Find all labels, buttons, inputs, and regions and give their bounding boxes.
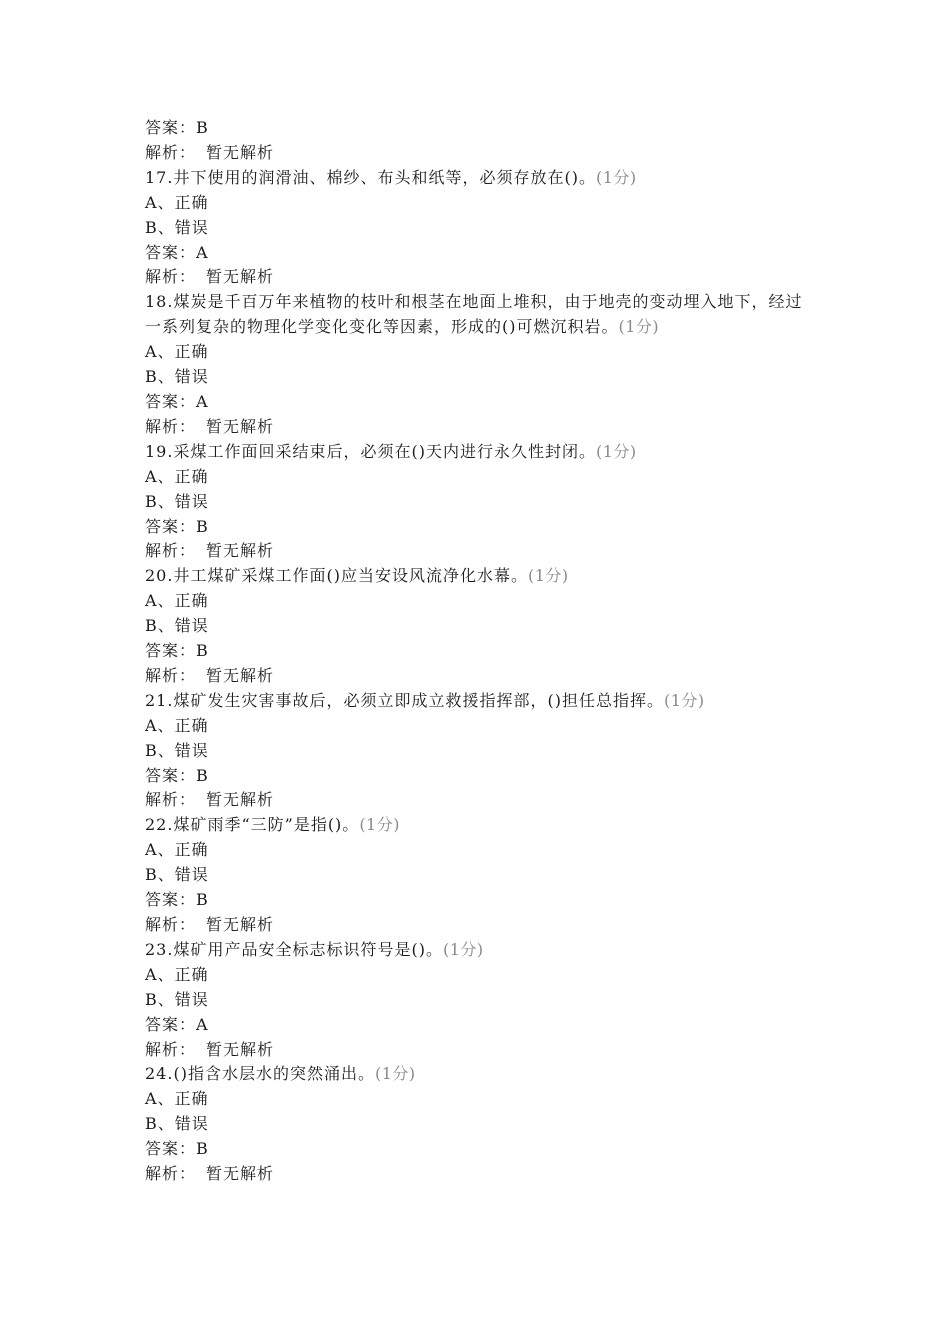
question-points: (1分) [359, 815, 400, 835]
answer-value: A [196, 1014, 209, 1034]
option-a: A、正确 [145, 192, 209, 212]
answer-line: 答案：B [145, 890, 209, 910]
analysis-line: 解析： 暂无解析 [145, 1039, 275, 1059]
question-20-text: 20.井工煤矿采煤工作面()应当安设风流净化水幕。(1分) [145, 566, 569, 586]
question-points: (1分) [442, 939, 484, 959]
analysis-value: 暂无解析 [206, 790, 275, 810]
analysis-line: 解析： 暂无解析 [145, 1164, 275, 1184]
answer-line: 答案：B [145, 1139, 209, 1159]
analysis-value: 暂无解析 [206, 416, 275, 436]
analysis-value: 暂无解析 [206, 1039, 275, 1059]
answer-value: B [196, 641, 209, 661]
question-24-text: 24.()指含水层水的突然涌出。(1分) [145, 1064, 416, 1084]
analysis-line: 解析： 暂无解析 [145, 665, 275, 685]
answer-line: 答案：B [145, 118, 209, 137]
answer-line: 答案：A [145, 1014, 209, 1034]
answer-line: 答案：B [145, 765, 209, 785]
question-22-text: 22.煤矿雨季“三防”是指()。(1分) [145, 815, 400, 835]
answer-line: 答案：B [145, 516, 209, 536]
analysis-value: 暂无解析 [206, 267, 275, 287]
option-a: A、正确 [145, 1089, 209, 1109]
analysis-line: 解析： 暂无解析 [145, 790, 275, 810]
question-21-text: 21.煤矿发生灾害事故后，必须立即成立救援指挥部，()担任总指挥。(1分) [145, 690, 705, 710]
option-b: B、错误 [145, 989, 209, 1009]
question-points: (1分) [374, 1064, 416, 1084]
question-points: (1分) [618, 317, 660, 337]
option-b: B、错误 [145, 865, 209, 885]
option-a: A、正确 [145, 342, 209, 362]
answer-value: A [196, 242, 209, 262]
option-b: B、错误 [145, 616, 209, 636]
answer-line: 答案：B [145, 641, 209, 661]
answer-value: B [196, 890, 209, 910]
analysis-value: 暂无解析 [206, 541, 275, 561]
option-a: A、正确 [145, 591, 209, 611]
option-b: B、错误 [145, 491, 209, 511]
analysis-line: 解析： 暂无解析 [145, 142, 275, 162]
question-points: (1分) [595, 167, 637, 187]
question-points: (1分) [527, 566, 569, 586]
answer-line: 答案：A [145, 242, 209, 262]
option-a: A、正确 [145, 840, 209, 860]
analysis-line: 解析： 暂无解析 [145, 915, 275, 934]
answer-line: 答案：A [145, 391, 209, 411]
question-list [145, 116, 810, 1187]
option-b: B、错误 [145, 1114, 209, 1134]
analysis-line: 解析： 暂无解析 [145, 267, 275, 287]
option-a: A、正确 [145, 715, 209, 735]
question-23-text: 23.煤矿用产品安全标志标识符号是()。(1分) [145, 939, 484, 959]
answer-value: B [196, 118, 209, 137]
analysis-value: 暂无解析 [206, 915, 275, 934]
question-points: (1分) [595, 441, 637, 461]
question-19-text: 19.采煤工作面回采结束后，必须在()天内进行永久性封闭。(1分) [145, 441, 637, 461]
answer-value: B [196, 516, 209, 536]
question-18-text: 18.煤炭是千百万年来植物的枝叶和根茎在地面上堆积，由于地壳的变动埋入地下，经过一系列复杂的物理化学变化变化等因素，形成的()可燃沉积岩。(1分) [145, 292, 803, 337]
option-b: B、错误 [145, 367, 209, 387]
analysis-line: 解析： 暂无解析 [145, 416, 275, 436]
analysis-value: 暂无解析 [206, 142, 275, 162]
analysis-value: 暂无解析 [206, 1164, 275, 1184]
question-points: (1分) [663, 690, 705, 710]
answer-value: B [196, 1139, 209, 1159]
question-17-text: 17.井下使用的润滑油、棉纱、布头和纸等，必须存放在()。(1分) [145, 167, 637, 187]
option-a: A、正确 [145, 466, 209, 486]
analysis-value: 暂无解析 [206, 665, 275, 685]
option-b: B、错误 [145, 740, 209, 760]
answer-value: A [196, 391, 209, 411]
answer-value: B [196, 765, 209, 785]
option-a: A、正确 [145, 964, 209, 984]
option-b: B、错误 [145, 217, 209, 237]
analysis-line: 解析： 暂无解析 [145, 541, 275, 561]
